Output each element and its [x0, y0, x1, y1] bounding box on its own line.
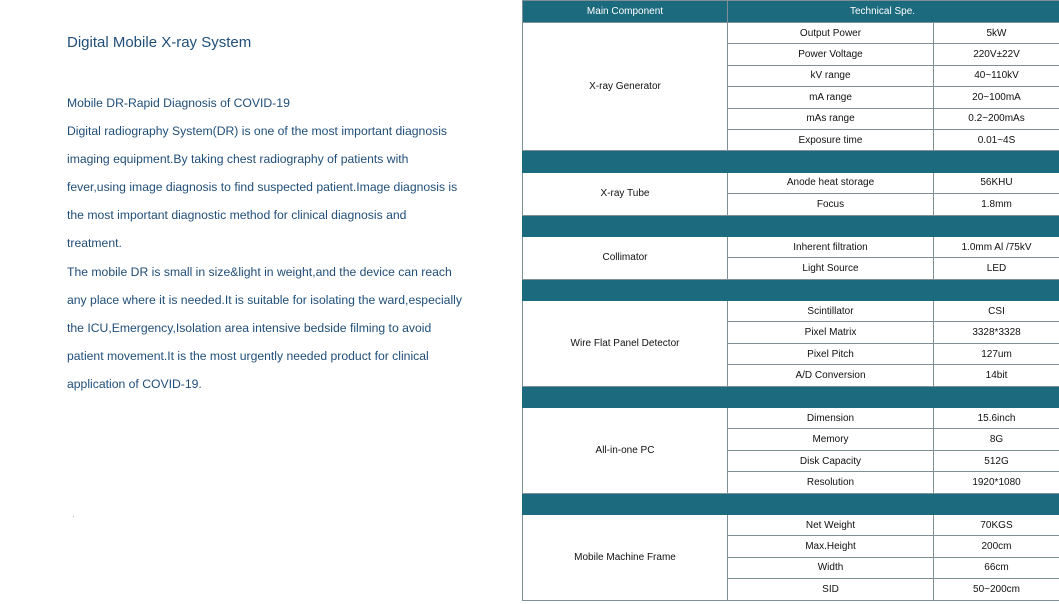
- separator-cell: [523, 279, 728, 300]
- table-row: [523, 23, 1059, 44]
- table-row: [523, 236, 1059, 257]
- group-separator-row: [523, 151, 1059, 172]
- intro-text: [67, 89, 467, 398]
- value-cell: 220V±22V: [934, 44, 1059, 65]
- value-cell: 5kW: [934, 23, 1059, 44]
- intro-line: the ICU,Emergency,Isolation area intensive bedside filming to avoid: [67, 320, 432, 335]
- value-cell: 56KHU: [934, 172, 1059, 193]
- value-cell: 50~200cm: [934, 579, 1059, 600]
- table-row: [523, 301, 1059, 322]
- table-row: [523, 514, 1059, 535]
- value-cell: CSI: [934, 301, 1059, 322]
- spec-table-body: [523, 23, 1059, 601]
- value-cell: 15.6inch: [934, 408, 1059, 429]
- group-separator-row: [523, 279, 1059, 300]
- value-cell: 0.2~200mAs: [934, 108, 1059, 129]
- parameter-cell: Light Source: [728, 258, 934, 279]
- separator-cell: [934, 386, 1059, 407]
- value-cell: 66cm: [934, 557, 1059, 578]
- separator-cell: [934, 493, 1059, 514]
- separator-cell: [728, 151, 934, 172]
- parameter-cell: Width: [728, 557, 934, 578]
- component-name-cell: Collimator: [523, 236, 728, 279]
- value-cell: 512G: [934, 450, 1059, 471]
- separator-cell: [523, 386, 728, 407]
- value-cell: 20~100mA: [934, 87, 1059, 108]
- component-name-cell: X-ray Generator: [523, 23, 728, 151]
- intro-line: the most important diagnostic method for clinical diagnosis and: [67, 208, 407, 223]
- decorative-dot: [73, 516, 74, 517]
- group-separator-row: [523, 493, 1059, 514]
- value-cell: 40~110kV: [934, 65, 1059, 86]
- table-row: [523, 172, 1059, 193]
- intro-line: Digital radiography System(DR) is one of the most important diagnosis: [67, 124, 448, 139]
- value-cell: 1.8mm: [934, 194, 1059, 215]
- parameter-cell: Pixel Pitch: [728, 343, 934, 364]
- parameter-cell: mAs range: [728, 108, 934, 129]
- value-cell: 1.0mm Al /75kV: [934, 236, 1059, 257]
- separator-cell: [934, 215, 1059, 236]
- separator-cell: [934, 151, 1059, 172]
- spec-table-panel: [522, 0, 1059, 604]
- group-separator-row: [523, 386, 1059, 407]
- value-cell: 3328*3328: [934, 322, 1059, 343]
- intro-line: fever,using image diagnosis to find suspected patient.Image diagnosis is: [67, 180, 458, 195]
- table-header-row: [523, 1, 1059, 23]
- separator-cell: [523, 493, 728, 514]
- separator-cell: [934, 279, 1059, 300]
- intro-line: Mobile DR-Rapid Diagnosis of COVID-19: [67, 96, 290, 110]
- value-cell: 1920*1080: [934, 472, 1059, 493]
- parameter-cell: Inherent filtration: [728, 236, 934, 257]
- component-name-cell: X-ray Tube: [523, 172, 728, 215]
- intro-line: any place where it is needed.It is suitable for isolating the ward,especially: [67, 292, 462, 307]
- value-cell: 70KGS: [934, 514, 1059, 535]
- parameter-cell: Output Power: [728, 23, 934, 44]
- parameter-cell: SID: [728, 579, 934, 600]
- component-name-cell: All-in-one PC: [523, 408, 728, 494]
- parameter-cell: Power Voltage: [728, 44, 934, 65]
- table-row: [523, 408, 1059, 429]
- parameter-cell: Memory: [728, 429, 934, 450]
- value-cell: 8G: [934, 429, 1059, 450]
- page-title: Digital Mobile X-ray System: [67, 34, 252, 51]
- component-name-cell: Mobile Machine Frame: [523, 514, 728, 600]
- parameter-cell: mA range: [728, 87, 934, 108]
- value-cell: 127um: [934, 343, 1059, 364]
- parameter-cell: Focus: [728, 194, 934, 215]
- spec-table: [522, 0, 1059, 601]
- value-cell: LED: [934, 258, 1059, 279]
- intro-line: treatment.: [67, 236, 122, 251]
- parameter-cell: kV range: [728, 65, 934, 86]
- separator-cell: [523, 215, 728, 236]
- parameter-cell: A/D Conversion: [728, 365, 934, 386]
- parameter-cell: Net Weight: [728, 514, 934, 535]
- value-cell: 200cm: [934, 536, 1059, 557]
- header-technical-spec: Technical Spe.: [728, 1, 1059, 23]
- separator-cell: [523, 151, 728, 172]
- value-cell: 14bit: [934, 365, 1059, 386]
- intro-line: The mobile DR is small in size&light in weight,and the device can reach: [67, 264, 452, 279]
- parameter-cell: Dimension: [728, 408, 934, 429]
- value-cell: 0.01~4S: [934, 129, 1059, 150]
- separator-cell: [728, 386, 934, 407]
- parameter-cell: Max.Height: [728, 536, 934, 557]
- parameter-cell: Anode heat storage: [728, 172, 934, 193]
- component-name-cell: Wire Flat Panel Detector: [523, 301, 728, 387]
- intro-line: application of COVID-19.: [67, 376, 202, 391]
- parameter-cell: Resolution: [728, 472, 934, 493]
- separator-cell: [728, 493, 934, 514]
- parameter-cell: Exposure time: [728, 129, 934, 150]
- separator-cell: [728, 215, 934, 236]
- parameter-cell: Scintillator: [728, 301, 934, 322]
- intro-line: imaging equipment.By taking chest radiography of patients with: [67, 152, 409, 167]
- header-main-component: Main Component: [523, 1, 728, 23]
- group-separator-row: [523, 215, 1059, 236]
- parameter-cell: Pixel Matrix: [728, 322, 934, 343]
- separator-cell: [728, 279, 934, 300]
- intro-line: patient movement.It is the most urgently needed product for clinical: [67, 348, 429, 363]
- parameter-cell: Disk Capacity: [728, 450, 934, 471]
